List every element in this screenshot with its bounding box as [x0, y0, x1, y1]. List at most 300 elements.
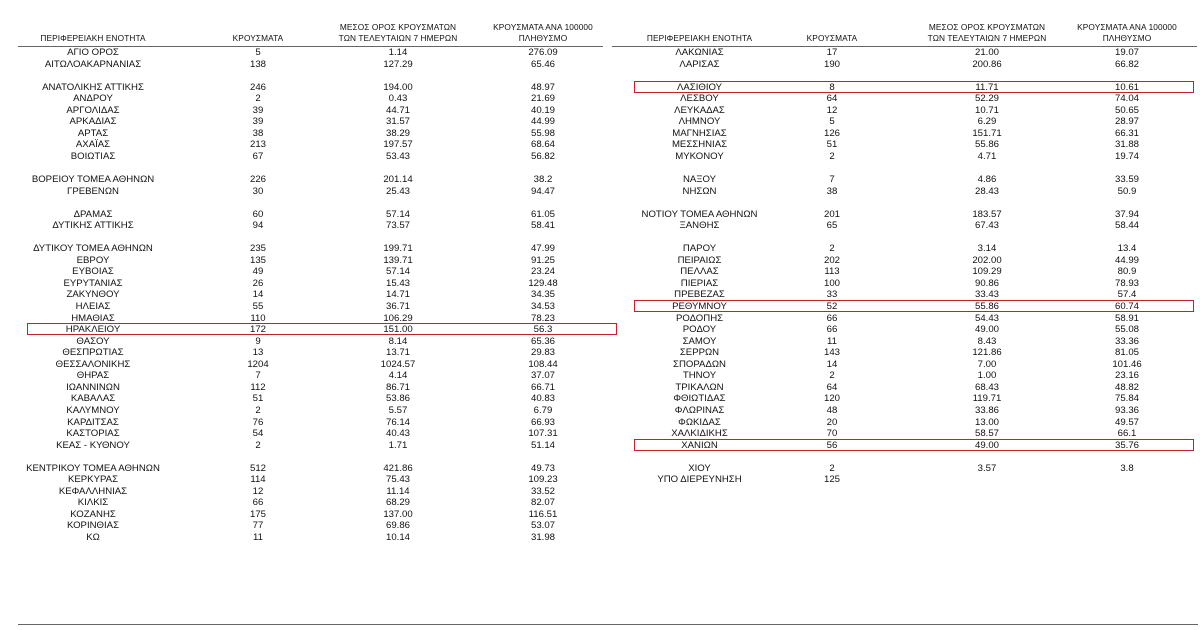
cell-avg: 137.00 — [383, 508, 413, 520]
cell-cases: 56 — [826, 439, 838, 451]
cell-avg: 8.14 — [388, 335, 408, 347]
cell-region: ΛΗΜΝΟΥ — [678, 116, 721, 128]
table-row — [18, 486, 603, 498]
cell-per100k: 61.05 — [530, 208, 555, 220]
cell-cases: 125 — [823, 474, 840, 486]
cell-region: ΜΕΣΣΗΝΙΑΣ — [671, 139, 728, 151]
cell-region: ΠΕΛΛΑΣ — [680, 266, 719, 278]
cell-region: ΑΝΑΤΟΛΙΚΗΣ ΑΤΤΙΚΗΣ — [42, 81, 144, 93]
cell-avg: 7.00 — [977, 358, 997, 370]
cell-region: ΠΕΙΡΑΙΩΣ — [677, 254, 722, 266]
cell-per100k: 51.14 — [530, 439, 555, 451]
spacer-row — [612, 70, 1197, 82]
cell-avg: 3.14 — [977, 243, 997, 255]
cell-per100k: 91.25 — [530, 254, 555, 266]
cell-avg: 36.71 — [385, 301, 410, 313]
cell-per100k: 37.07 — [530, 370, 555, 382]
cell-per100k: 6.79 — [533, 404, 553, 416]
cell-region: ΛΕΣΒΟΥ — [680, 93, 719, 105]
table-row — [18, 220, 603, 232]
table-row — [612, 393, 1197, 405]
table-row — [612, 278, 1197, 290]
cell-per100k: 66.93 — [530, 416, 555, 428]
header-avg-line1: ΜΕΣΟΣ ΟΡΟΣ ΚΡΟΥΣΜΑΤΩΝ — [928, 22, 1046, 32]
table-row — [612, 59, 1197, 71]
cell-avg: 13.00 — [974, 416, 999, 428]
table-row — [18, 324, 603, 336]
cell-region: ΡΕΘΥΜΝΟΥ — [672, 301, 727, 313]
cell-region: ΗΡΑΚΛΕΙΟΥ — [65, 324, 121, 336]
cell-per100k: 23.16 — [1114, 370, 1139, 382]
cell-per100k: 74.04 — [1114, 93, 1139, 105]
cell-per100k: 56.3 — [533, 324, 553, 336]
cell-per100k: 66.71 — [530, 381, 555, 393]
cell-region: ΤΡΙΚΑΛΩΝ — [675, 381, 724, 393]
cell-per100k: 56.82 — [530, 150, 555, 162]
cell-per100k: 55.08 — [1114, 324, 1139, 336]
cell-cases: 30 — [252, 185, 264, 197]
cell-avg: 68.43 — [974, 381, 999, 393]
cell-region: ΑΝΔΡΟΥ — [73, 93, 113, 105]
cell-cases: 110 — [250, 312, 266, 324]
cell-per100k: 57.4 — [1117, 289, 1137, 301]
table-row — [18, 497, 603, 509]
cell-cases: 51 — [826, 139, 838, 151]
cell-region: ΕΥΡΥΤΑΝΙΑΣ — [63, 277, 123, 289]
table-row — [18, 370, 603, 382]
cell-avg: 139.71 — [383, 254, 413, 266]
cell-per100k: 3.8 — [1120, 462, 1134, 474]
cell-region: ΠΑΡΟΥ — [682, 243, 717, 255]
cell-per100k: 33.59 — [1114, 174, 1139, 186]
table-row — [18, 139, 603, 151]
cell-avg: 52.29 — [974, 93, 999, 105]
cell-cases: 202 — [823, 254, 840, 266]
table-row — [18, 509, 603, 521]
cell-cases: 135 — [249, 254, 266, 266]
table-row — [612, 105, 1197, 117]
cell-avg: 151.00 — [383, 324, 413, 336]
cell-cases: 66 — [252, 497, 264, 509]
cell-avg: 8.43 — [977, 335, 997, 347]
cell-region: ΡΟΔΟΥ — [682, 324, 717, 336]
table-row — [612, 139, 1197, 151]
header-region: ΠΕΡΙΦΕΡΕΙΑΚΗ ΕΝΟΤΗΤΑ — [646, 33, 753, 43]
cell-region: ΚΕΝΤΡΙΚΟΥ ΤΟΜΕΑ ΑΘΗΝΩΝ — [26, 462, 160, 474]
cell-avg: 54.43 — [974, 312, 999, 324]
cell-cases: 126 — [823, 127, 840, 139]
cell-cases: 14 — [252, 289, 264, 301]
cell-avg: 33.43 — [974, 289, 999, 301]
cell-region: ΘΕΣΠΡΩΤΙΑΣ — [62, 347, 124, 359]
table-row — [18, 474, 603, 486]
cell-per100k: 82.07 — [530, 497, 555, 509]
cell-region: ΚΑΣΤΟΡΙΑΣ — [66, 428, 120, 440]
cell-per100k: 81.05 — [1114, 347, 1139, 359]
cell-region: ΝΟΤΙΟΥ ΤΟΜΕΑ ΑΘΗΝΩΝ — [641, 208, 758, 220]
header-region: ΠΕΡΙΦΕΡΕΙΑΚΗ ΕΝΟΤΗΤΑ — [40, 33, 146, 43]
right-table — [612, 0, 1197, 486]
cell-avg: 67.43 — [974, 220, 999, 232]
cell-avg: 10.14 — [385, 531, 410, 543]
cell-per100k: 60.74 — [1114, 301, 1139, 313]
cell-cases: 26 — [252, 277, 264, 289]
cell-avg: 57.14 — [385, 266, 410, 278]
cell-per100k: 129.48 — [528, 277, 558, 289]
cell-per100k: 28.97 — [1114, 116, 1139, 128]
cell-per100k: 31.98 — [530, 531, 555, 543]
cell-cases: 49 — [252, 266, 264, 278]
header-cases: ΚΡΟΥΣΜΑΤΑ — [232, 33, 284, 43]
cell-region: ΒΟΡΕΙΟΥ ΤΟΜΕΑ ΑΘΗΝΩΝ — [31, 174, 155, 186]
cell-region: ΤΗΝΟΥ — [682, 370, 717, 382]
cell-region: ΚΑΡΔΙΤΣΑΣ — [67, 416, 119, 428]
cell-per100k: 53.07 — [530, 520, 555, 532]
cell-per100k: 66.31 — [1114, 127, 1139, 139]
cell-avg: 69.86 — [385, 520, 410, 532]
spacer-row — [612, 162, 1197, 174]
cell-per100k: 58.91 — [1114, 312, 1139, 324]
cell-cases: 114 — [250, 474, 266, 486]
cell-region: ΗΜΑΘΙΑΣ — [71, 312, 115, 324]
cell-avg: 6.29 — [977, 116, 997, 128]
cell-avg: 197.57 — [383, 139, 413, 151]
header-per100k-line2: ΠΛΗΘΥΣΜΟ — [1102, 33, 1152, 43]
header-avg-line1: ΜΕΣΟΣ ΟΡΟΣ ΚΡΟΥΣΜΑΤΩΝ — [339, 22, 457, 32]
table-row — [612, 359, 1197, 371]
header-avg — [907, 22, 1067, 44]
cell-region: ΔΥΤΙΚΟΥ ΤΟΜΕΑ ΑΘΗΝΩΝ — [33, 243, 153, 255]
cell-region: ΑΡΚΑΔΙΑΣ — [69, 116, 117, 128]
header-per100k-line1: ΚΡΟΥΣΜΑΤΑ ΑΝΑ 100000 — [493, 22, 593, 32]
cell-avg: 199.71 — [383, 243, 413, 255]
cell-avg: 58.57 — [974, 428, 999, 440]
table-row — [612, 301, 1197, 313]
cell-region: ΧΙΟΥ — [688, 462, 711, 474]
table-row — [18, 520, 603, 532]
cell-avg: 13.71 — [385, 347, 410, 359]
cell-region: ΣΠΟΡΑΔΩΝ — [673, 358, 726, 370]
cell-region: ΚΩ — [86, 531, 100, 543]
table-row — [18, 417, 603, 429]
cell-avg: 86.71 — [385, 381, 410, 393]
table-row — [612, 370, 1197, 382]
table-row — [612, 243, 1197, 255]
table-row — [612, 428, 1197, 440]
cell-avg: 33.86 — [974, 404, 999, 416]
cell-cases: 77 — [252, 520, 264, 532]
cell-cases: 2 — [255, 93, 261, 105]
table-row — [612, 405, 1197, 417]
cell-region: ΡΟΔΟΠΗΣ — [675, 312, 724, 324]
cell-region: ΘΗΡΑΣ — [76, 370, 110, 382]
cell-per100k: 107.31 — [528, 428, 558, 440]
cell-per100k: 29.83 — [530, 347, 555, 359]
cell-region: ΚΑΛΥΜΝΟΥ — [66, 404, 120, 416]
table-row — [18, 463, 603, 475]
cell-avg: 201.14 — [383, 174, 413, 186]
table-row — [612, 255, 1197, 267]
spacer-row — [612, 197, 1197, 209]
cell-per100k: 48.82 — [1114, 381, 1139, 393]
table-row — [18, 301, 603, 313]
cell-region: ΦΩΚΙΔΑΣ — [678, 416, 721, 428]
cell-per100k: 38.2 — [533, 174, 553, 186]
cell-cases: 512 — [249, 462, 266, 474]
table-row — [612, 151, 1197, 163]
header-avg-line2: ΤΩΝ ΤΕΛΕΥΤΑΙΩΝ 7 ΗΜΕΡΩΝ — [338, 33, 458, 43]
cell-per100k: 13.4 — [1117, 243, 1137, 255]
cell-region: ΞΑΝΘΗΣ — [679, 220, 720, 232]
cell-avg: 194.00 — [383, 81, 413, 93]
table-row — [18, 59, 603, 71]
bottom-rule — [18, 624, 1198, 625]
table-row — [612, 128, 1197, 140]
cell-avg: 4.86 — [977, 174, 997, 186]
cell-cases: 213 — [249, 139, 266, 151]
cell-avg: 1.00 — [977, 370, 997, 382]
left-table-header — [18, 0, 603, 47]
table-row — [612, 220, 1197, 232]
left-table-body — [18, 47, 603, 544]
cell-avg: 15.43 — [385, 277, 410, 289]
cell-cases: 51 — [252, 393, 264, 405]
cell-region: ΝΗΣΩΝ — [682, 185, 717, 197]
cell-per100k: 94.47 — [530, 185, 555, 197]
cell-cases: 2 — [829, 243, 835, 255]
cell-per100k: 33.36 — [1114, 335, 1139, 347]
cell-avg: 121.86 — [972, 347, 1002, 359]
cell-per100k: 58.44 — [1114, 220, 1139, 232]
cell-cases: 70 — [826, 428, 838, 440]
cell-per100k: 78.93 — [1114, 277, 1139, 289]
cell-cases: 1204 — [247, 358, 269, 370]
header-per100k-line1: ΚΡΟΥΣΜΑΤΑ ΑΝΑ 100000 — [1077, 22, 1177, 32]
cell-avg: 28.43 — [974, 185, 999, 197]
table-row — [18, 116, 603, 128]
cell-avg: 49.00 — [974, 439, 999, 451]
table-row — [612, 266, 1197, 278]
cell-region: ΛΑΡΙΣΑΣ — [679, 58, 720, 70]
cell-avg: 11.14 — [386, 485, 410, 497]
cell-per100k: 33.52 — [530, 485, 555, 497]
cell-avg: 49.00 — [974, 324, 999, 336]
table-row — [612, 336, 1197, 348]
cell-cases: 12 — [826, 104, 838, 116]
cell-per100k: 65.36 — [530, 335, 555, 347]
table-row — [18, 289, 603, 301]
cell-per100k: 47.99 — [530, 243, 555, 255]
cell-per100k: 37.94 — [1114, 208, 1139, 220]
cell-region: ΘΑΣΟΥ — [76, 335, 110, 347]
cell-cases: 2 — [255, 439, 261, 451]
cell-per100k: 75.84 — [1114, 393, 1139, 405]
cell-cases: 190 — [823, 58, 840, 70]
cell-cases: 112 — [250, 381, 266, 393]
header-avg-line2: ΤΩΝ ΤΕΛΕΥΤΑΙΩΝ 7 ΗΜΕΡΩΝ — [927, 33, 1047, 43]
table-row — [18, 440, 603, 452]
table-row — [612, 209, 1197, 221]
cell-avg: 10.71 — [974, 104, 999, 116]
cell-region: ΦΘΙΩΤΙΔΑΣ — [673, 393, 726, 405]
table-row — [612, 440, 1197, 452]
right-table-body — [612, 47, 1197, 486]
cell-per100k: 44.99 — [530, 116, 555, 128]
table-row — [18, 359, 603, 371]
cell-cases: 100 — [823, 277, 840, 289]
cell-cases: 2 — [829, 150, 835, 162]
cell-region: ΑΓΙΟ ΟΡΟΣ — [67, 47, 119, 58]
cell-cases: 14 — [826, 358, 838, 370]
cell-avg: 119.71 — [972, 393, 1002, 405]
cell-avg: 106.29 — [383, 312, 413, 324]
table-row — [612, 463, 1197, 475]
cell-cases: 7 — [255, 370, 261, 382]
cell-avg: 44.71 — [385, 104, 410, 116]
right-table-header — [612, 0, 1197, 47]
table-row — [18, 105, 603, 117]
table-row — [18, 255, 603, 267]
cell-region: ΠΡΕΒΕΖΑΣ — [674, 289, 725, 301]
cell-cases: 11 — [827, 335, 837, 347]
header-per100k — [1057, 22, 1197, 44]
table-row — [612, 417, 1197, 429]
cell-cases: 5 — [255, 47, 261, 58]
left-table — [18, 0, 603, 544]
spacer-row — [18, 70, 603, 82]
header-cases: ΚΡΟΥΣΜΑΤΑ — [806, 33, 858, 43]
cell-cases: 138 — [249, 58, 266, 70]
cell-region: ΙΩΑΝΝΙΝΩΝ — [66, 381, 120, 393]
cell-per100k: 93.36 — [1114, 404, 1139, 416]
cell-region: ΗΛΕΙΑΣ — [75, 301, 111, 313]
cell-per100k: 80.9 — [1117, 266, 1137, 278]
cell-region: ΚΕΡΚΥΡΑΣ — [67, 474, 118, 486]
cell-per100k: 65.46 — [530, 58, 555, 70]
cell-avg: 4.71 — [977, 150, 997, 162]
cell-per100k: 31.88 — [1114, 139, 1139, 151]
table-row — [612, 116, 1197, 128]
cell-region: ΚΑΒΑΛΑΣ — [70, 393, 116, 405]
cell-region: ΕΒΡΟΥ — [76, 254, 110, 266]
table-row — [18, 313, 603, 325]
cell-avg: 5.57 — [388, 404, 408, 416]
table-row — [612, 324, 1197, 336]
cell-region: ΝΑΞΟΥ — [682, 174, 717, 186]
cell-cases: 172 — [249, 324, 266, 336]
cell-avg: 0.43 — [388, 93, 408, 105]
spacer-row — [18, 232, 603, 244]
cell-avg: 75.43 — [385, 474, 410, 486]
table-row — [18, 428, 603, 440]
cell-avg: 421.86 — [383, 462, 413, 474]
spacer-row — [612, 232, 1197, 244]
table-row — [18, 186, 603, 198]
cell-per100k: 109.23 — [528, 474, 558, 486]
cell-cases: 64 — [826, 381, 838, 393]
cell-region: ΔΥΤΙΚΗΣ ΑΤΤΙΚΗΣ — [52, 220, 134, 232]
cell-region: ΒΟΙΩΤΙΑΣ — [70, 150, 116, 162]
cell-per100k: 21.69 — [530, 93, 555, 105]
cell-cases: 33 — [826, 289, 838, 301]
cell-cases: 12 — [252, 485, 264, 497]
cell-per100k: 10.61 — [1114, 81, 1139, 93]
cell-avg: 109.29 — [972, 266, 1002, 278]
cell-per100k: 44.99 — [1114, 254, 1139, 266]
table-row — [18, 243, 603, 255]
cell-region: ΘΕΣΣΑΛΟΝΙΚΗΣ — [55, 358, 131, 370]
table-row — [612, 347, 1197, 359]
cell-per100k: 19.07 — [1114, 47, 1139, 58]
table-row — [612, 93, 1197, 105]
cell-avg: 40.43 — [385, 428, 410, 440]
cell-cases: 39 — [252, 104, 264, 116]
cell-region: ΣΑΜΟΥ — [682, 335, 717, 347]
cell-per100k: 78.23 — [530, 312, 555, 324]
cell-region: ΛΑΣΙΘΙΟΥ — [676, 81, 723, 93]
cell-cases: 38 — [252, 127, 264, 139]
cell-cases: 94 — [252, 220, 264, 232]
cell-cases: 38 — [826, 185, 838, 197]
cell-region: ΚΙΛΚΙΣ — [77, 497, 109, 509]
cell-avg: 76.14 — [385, 416, 410, 428]
cell-avg: 202.00 — [972, 254, 1002, 266]
cell-cases: 246 — [249, 81, 266, 93]
cell-per100k: 19.74 — [1114, 150, 1139, 162]
cell-region: ΓΡΕΒΕΝΩΝ — [67, 185, 119, 197]
cell-avg: 3.57 — [977, 462, 997, 474]
cell-region: ΑΡΓΟΛΙΔΑΣ — [66, 104, 120, 116]
table-row — [18, 532, 603, 544]
cell-avg: 57.14 — [385, 208, 410, 220]
table-row — [18, 47, 603, 59]
cell-avg: 53.43 — [385, 150, 410, 162]
cell-region: ΑΡΤΑΣ — [77, 127, 109, 139]
table-row — [18, 382, 603, 394]
table-row — [18, 93, 603, 105]
cell-cases: 5 — [829, 116, 835, 128]
cell-cases: 201 — [823, 208, 840, 220]
table-row — [612, 382, 1197, 394]
cell-cases: 64 — [826, 93, 838, 105]
cell-cases: 2 — [255, 404, 261, 416]
cell-region: ΛΕΥΚΑΔΑΣ — [674, 104, 725, 116]
cell-cases: 13 — [252, 347, 264, 359]
cell-cases: 65 — [826, 220, 838, 232]
cell-region: ΚΟΖΑΝΗΣ — [70, 508, 116, 520]
cell-per100k: 66.1 — [1117, 428, 1137, 440]
cell-cases: 2 — [829, 462, 835, 474]
cell-avg: 53.86 — [385, 393, 410, 405]
cell-avg: 151.71 — [972, 127, 1002, 139]
cell-cases: 60 — [252, 208, 264, 220]
cell-region: ΚΟΡΙΝΘΙΑΣ — [66, 520, 120, 532]
cell-cases: 235 — [249, 243, 266, 255]
cell-per100k: 49.57 — [1114, 416, 1139, 428]
table-row — [612, 474, 1197, 486]
header-per100k-line2: ΠΛΗΘΥΣΜΟ — [518, 33, 568, 43]
cell-region: ΛΑΚΩΝΙΑΣ — [675, 47, 724, 58]
cell-avg: 11.71 — [975, 81, 999, 93]
cell-cases: 11 — [253, 531, 263, 543]
cell-avg: 21.00 — [974, 47, 999, 58]
cell-per100k: 58.41 — [530, 220, 555, 232]
cell-cases: 143 — [823, 347, 840, 359]
spacer-row — [18, 197, 603, 209]
cell-per100k: 40.83 — [530, 393, 555, 405]
cell-per100k: 276.09 — [528, 47, 558, 58]
cell-per100k: 50.9 — [1117, 185, 1137, 197]
